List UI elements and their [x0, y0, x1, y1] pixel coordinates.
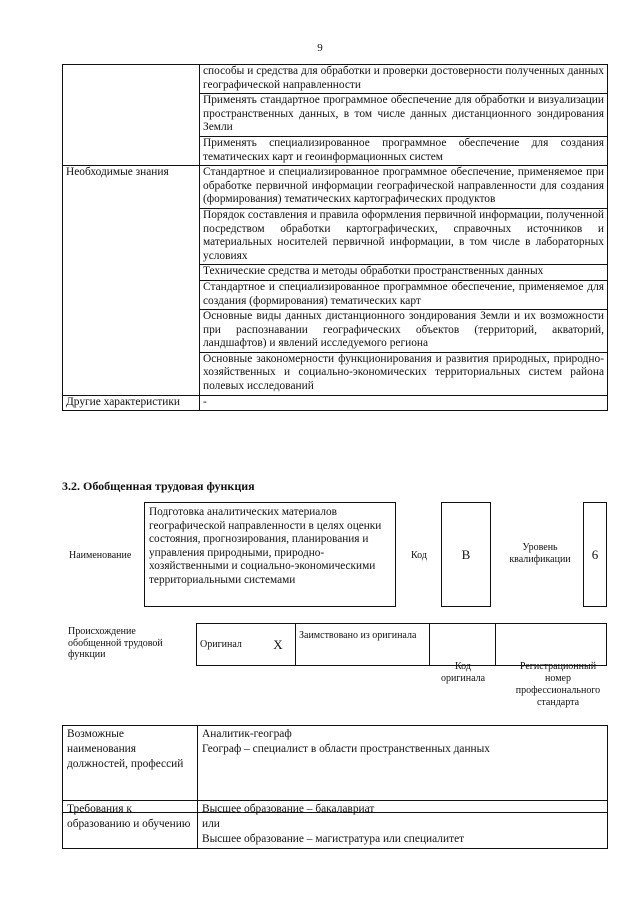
table-row	[197, 624, 607, 666]
original-label: Оригинал	[197, 624, 262, 666]
table-row	[63, 801, 608, 849]
table-row	[63, 65, 608, 94]
knowledge-item: Стандартное и специализированное программное обеспечение, применяемое для создания (формирования) тематических карт	[200, 280, 608, 309]
knowledge-table	[62, 64, 608, 411]
knowledge-item: Порядок составления и правила оформления первичной информации, полученной посредством обработки картографических, справочных источников и материальных носителей первичной информации, в том числе в лабораторных условиях	[200, 208, 608, 264]
education-item: или	[202, 818, 220, 830]
education-values	[198, 801, 608, 849]
knowledge-item: Технические средства и методы обработки пространственных данных	[200, 265, 608, 281]
education-item: Высшее образование – бакалавриат	[202, 803, 375, 815]
section-title: 3.2. Обобщенная трудовая функция	[62, 479, 255, 493]
code-label: Код	[411, 550, 427, 561]
level-label: Уровень квалификации	[509, 542, 571, 565]
borrowed-label: Заимствовано из оригинала	[296, 624, 430, 666]
other-value: -	[200, 395, 608, 411]
level-box	[583, 502, 607, 607]
table-row	[63, 395, 608, 411]
knowledge-item: Стандартное и специализированное программное обеспечение, применяемое при обработке первичной информации географической направленности для создания (формирования) тематических картографических продуктов	[200, 166, 608, 209]
code-value: B	[461, 547, 471, 562]
name-label: Наименование	[69, 550, 132, 561]
education-table	[62, 800, 608, 849]
reg-number-caption: Регистрационный номер профессионального стандарта	[515, 661, 601, 708]
skill-item: способы и средства для обработки и проверки достоверности полученных данных географической направленности	[200, 65, 608, 94]
other-label: Другие характеристики	[63, 395, 200, 411]
knowledge-item: Основные закономерности функционирования и развития природных, природно-хозяйственных и социально-экономических территориальных систем района полевых исследований	[200, 352, 608, 395]
original-mark: X	[261, 624, 296, 666]
empty-label-cell	[63, 65, 200, 166]
skill-item: Применять специализированное программное обеспечение для создания тематических карт и геоинформационных систем	[200, 136, 608, 165]
education-label: Требования к образованию и обучению	[63, 801, 198, 849]
code-original-caption: Код оригинала	[440, 661, 486, 684]
position-item: Аналитик-географ	[202, 728, 292, 740]
table-row	[63, 166, 608, 209]
code-original-cell	[430, 624, 496, 666]
origin-table	[196, 623, 607, 666]
page-number: 9	[317, 42, 323, 54]
skill-item: Применять стандартное программное обеспечение для обработки и визуализации пространственных данных, в том числе данных дистанционного зондирования Земли	[200, 94, 608, 137]
position-item: Географ – специалист в области пространственных данных	[202, 743, 490, 755]
level-value: 6	[591, 547, 599, 562]
origin-label: Происхождение обобщенной трудовой функции	[68, 626, 163, 660]
positions-label: Возможные наименования должностей, профессий	[63, 726, 198, 813]
education-item: Высшее образование – магистратура или специалитет	[202, 833, 465, 845]
function-name-box: Подготовка аналитических материалов географической направленности в целях оценки состояния, прогнозирования, планирования и управления природными, природно-хозяйственными и социально-экономическими территориальными системами	[144, 502, 396, 607]
reg-number-cell	[496, 624, 607, 666]
knowledge-label: Необходимые знания	[63, 166, 200, 396]
knowledge-item: Основные виды данных дистанционного зондирования Земли и их возможности при распознавании географических объектов (территорий, акваторий, ландшафтов) и явлений исследуемого региона	[200, 310, 608, 353]
code-box	[441, 502, 491, 607]
